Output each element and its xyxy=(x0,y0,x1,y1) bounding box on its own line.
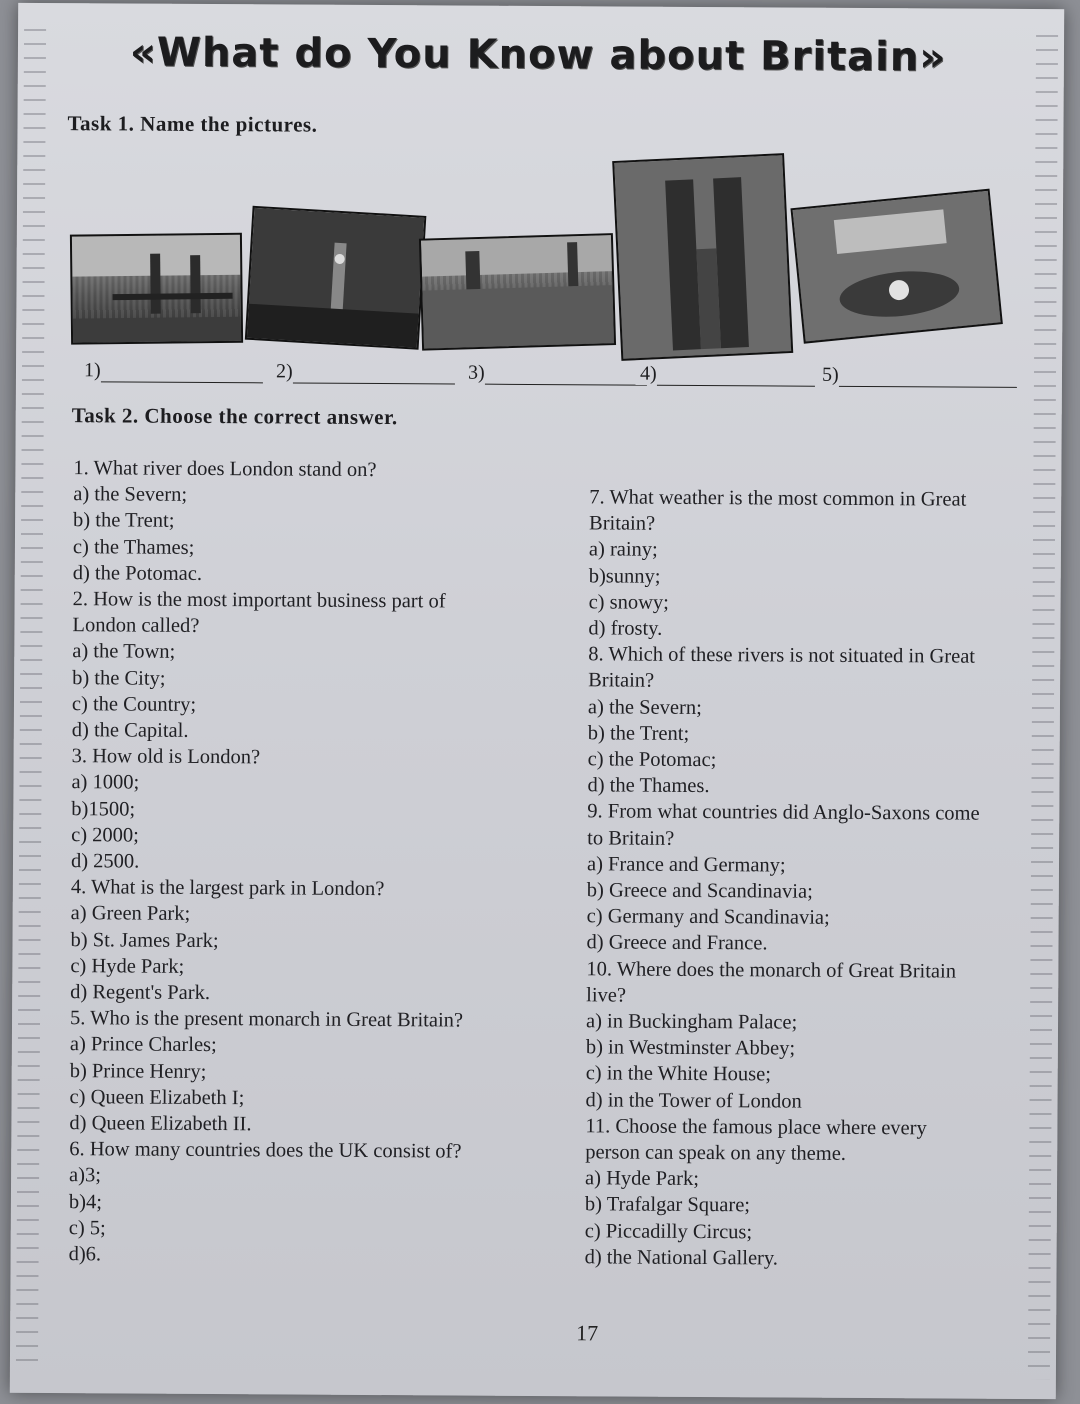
question-line: a) Green Park; xyxy=(70,902,191,926)
question-line: c) the Country; xyxy=(71,692,197,716)
question-line: 2. How is the most important business part of xyxy=(72,588,446,613)
question-line: a) in Buckingham Palace; xyxy=(585,1010,798,1034)
task2-heading: Task 2. Choose the correct answer. xyxy=(71,403,398,430)
question-line: to Britain? xyxy=(587,826,675,850)
question-line: b) the Trent; xyxy=(73,509,175,533)
question-line: b)4; xyxy=(68,1190,103,1214)
questions-left-column xyxy=(69,455,467,1270)
question-line: d) the Thames. xyxy=(587,774,710,798)
question-line: d) the Capital. xyxy=(71,719,189,742)
question-line: c) 5; xyxy=(68,1217,106,1240)
question-line: c) Germany and Scandinavia; xyxy=(586,905,830,930)
question-line: b)sunny; xyxy=(588,564,661,588)
question-line: a) Prince Charles; xyxy=(69,1033,217,1057)
answer-blank-5[interactable]: 5) xyxy=(822,364,1017,388)
question-line: a) rainy; xyxy=(588,538,658,562)
question-line: person can speak on any theme. xyxy=(585,1141,847,1165)
answer-blank-2[interactable]: 2) xyxy=(276,360,455,384)
question-line: b) Prince Henry; xyxy=(69,1059,207,1083)
question-line: d) the National Gallery. xyxy=(584,1246,779,1270)
question-line: b) the Trent; xyxy=(587,722,690,745)
answer-blank-1[interactable]: 1) xyxy=(84,359,263,383)
photo-westminster-panorama xyxy=(419,233,616,351)
photo-palace-gardens xyxy=(790,189,1002,344)
photo-big-ben-night xyxy=(245,206,427,350)
question-line: d) frosty. xyxy=(588,617,663,640)
question-line: c) in the White House; xyxy=(585,1062,772,1086)
photo-westminster-abbey xyxy=(612,153,793,361)
question-line: 11. Choose the famous place where every xyxy=(585,1115,927,1140)
question-line: Britain? xyxy=(588,669,655,693)
question-line: London called? xyxy=(72,614,200,638)
question-line: a) the Severn; xyxy=(587,695,702,719)
question-line: b)1500; xyxy=(71,797,136,821)
question-line: a) the Town; xyxy=(72,640,176,664)
question-line: b) St. James Park; xyxy=(70,928,219,952)
question-line: 4. What is the largest park in London? xyxy=(70,876,385,901)
question-line: 9. From what countries did Anglo-Saxons come xyxy=(587,800,980,826)
question-line: d) Greece and France. xyxy=(586,931,768,955)
question-line: a) the Severn; xyxy=(73,483,188,507)
question-line: d) 2500. xyxy=(70,850,140,873)
answer-blank-3[interactable]: 3) xyxy=(468,362,647,386)
question-line: 6. How many countries does the UK consist of? xyxy=(69,1138,462,1163)
decorative-border-right xyxy=(1028,29,1058,1379)
question-line: 5. Who is the present monarch in Great Britain? xyxy=(69,1007,464,1032)
question-line: d) the Potomac. xyxy=(72,561,203,585)
page-number: 17 xyxy=(576,1320,599,1346)
question-line: live? xyxy=(586,984,627,1007)
question-line: 7. What weather is the most common in Great xyxy=(589,486,967,511)
question-line: b) the City; xyxy=(72,666,166,690)
question-line: a)3; xyxy=(69,1164,102,1187)
worksheet-page xyxy=(10,3,1064,1399)
decorative-border-left xyxy=(16,23,46,1373)
question-line: d)6. xyxy=(68,1243,102,1266)
question-line: d) in the Tower of London xyxy=(585,1088,802,1113)
question-line: c) the Thames; xyxy=(72,535,195,559)
question-line: d) Queen Elizabeth II. xyxy=(69,1112,252,1136)
question-line: a) 1000; xyxy=(71,771,140,795)
question-line: c) the Potomac; xyxy=(587,748,717,772)
question-line: Britain? xyxy=(589,512,656,535)
question-line: c) 2000; xyxy=(71,824,139,847)
question-line: c) snowy; xyxy=(588,591,669,614)
question-line: 3. How old is London? xyxy=(71,745,261,769)
question-line: d) Regent's Park. xyxy=(70,981,211,1005)
question-line: c) Queen Elizabeth I; xyxy=(69,1086,245,1110)
question-line: b) Trafalgar Square; xyxy=(584,1193,751,1217)
question-line: 10. Where does the monarch of Great Britain xyxy=(586,957,957,983)
page-title: «What do You Know about Britain» xyxy=(129,29,947,81)
questions-right-column xyxy=(585,484,982,1272)
answer-blank-4[interactable]: 4) xyxy=(640,363,815,387)
question-line: c) Piccadilly Circus; xyxy=(584,1219,753,1244)
question-line: b) Greece and Scandinavia; xyxy=(586,879,813,903)
photo-tower-bridge xyxy=(70,233,243,345)
task1-heading: Task 1. Name the pictures. xyxy=(67,111,318,137)
question-line: b) in Westminster Abbey; xyxy=(585,1036,796,1060)
question-line: a) France and Germany; xyxy=(586,853,786,877)
question-line: 1. What river does London stand on? xyxy=(73,457,377,482)
task1-answer-lines xyxy=(84,359,1024,391)
question-line: c) Hyde Park; xyxy=(70,955,185,978)
question-line: 8. Which of these rivers is not situated in Great xyxy=(588,643,976,668)
question-line: a) Hyde Park; xyxy=(585,1167,700,1191)
